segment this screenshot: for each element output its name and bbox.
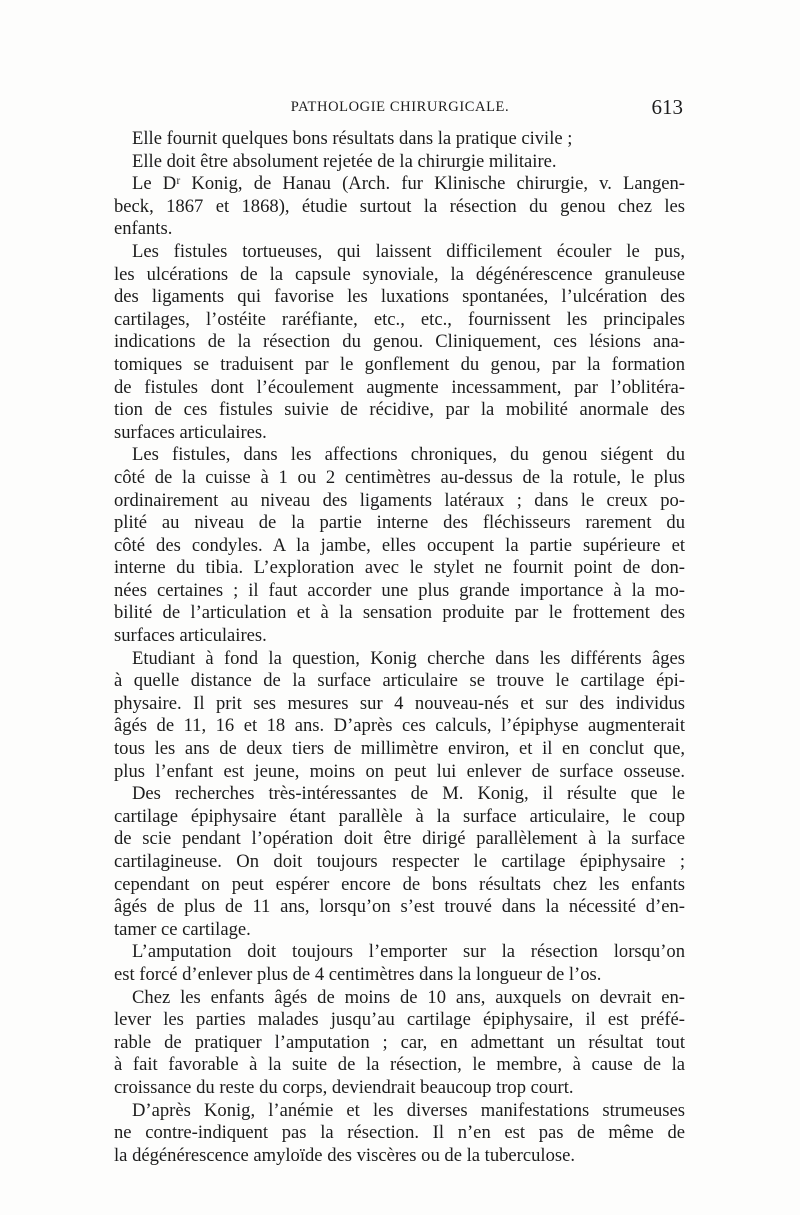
text-line: tamer ce cartilage. xyxy=(114,918,251,940)
text-line: interne du tibia. L’exploration avec le stylet ne fournit point de don- xyxy=(114,557,685,579)
page-number: 613 xyxy=(651,95,683,119)
text-line: ne contre-indiquent pas la résection. Il n’en est pas de même de xyxy=(114,1122,685,1144)
text-line: surfaces articulaires. xyxy=(114,421,267,443)
text-line: enfants. xyxy=(114,218,173,240)
text-line: beck, 1867 et 1868), étudie surtout la résection du genou chez les xyxy=(114,195,685,217)
text-line: ordinairement au niveau des ligaments latéraux ; dans le creux po- xyxy=(114,489,685,511)
text-line: plus l’enfant est jeune, moins on peut lui enlever de surface osseuse. xyxy=(114,760,685,782)
text-line: cartilages, l’ostéite raréfiante, etc., etc., fournissent les principales xyxy=(114,308,685,330)
text-line: tion de ces fistules suivie de récidive, par la mobilité anormale des xyxy=(114,399,685,421)
text-line: côté de la cuisse à 1 ou 2 centimètres au-dessus de la rotule, le plus xyxy=(114,466,685,488)
text-line: bilité de l’articulation et à la sensation produite par le frottement des xyxy=(114,602,685,624)
text-line: croissance du reste du corps, deviendrait beaucoup trop court. xyxy=(114,1076,574,1098)
text-line: Elle doit être absolument rejetée de la chirurgie militaire. xyxy=(132,150,557,172)
text-line: surfaces articulaires. xyxy=(114,625,267,647)
text-line: Des recherches très-intéressantes de M. Konig, il résulte que le xyxy=(132,783,685,805)
text-line: âgés de 11, 16 et 18 ans. D’après ces calculs, l’épiphyse augmenterait xyxy=(114,715,685,737)
text-line: Chez les enfants âgés de moins de 10 ans, auxquels on devrait en- xyxy=(132,986,685,1008)
text-line: cartilage épiphysaire étant parallèle à la surface articulaire, le coup xyxy=(114,805,685,827)
text-line: les ulcérations de la capsule synoviale, la dégénérescence granuleuse xyxy=(114,263,685,285)
text-line: nées certaines ; il faut accorder une plus grande importance à la mo- xyxy=(114,579,685,601)
text-line: de fistules dont l’écoulement augmente incessamment, par l’oblitéra- xyxy=(114,376,685,398)
text-line: plité au niveau de la partie interne des fléchisseurs rarement du xyxy=(114,512,685,534)
text-line: Elle fournit quelques bons résultats dans la pratique civile ; xyxy=(132,128,573,149)
text-line: Etudiant à fond la question, Konig cherche dans les différents âges xyxy=(132,647,685,669)
text-line: cartilagineuse. On doit toujours respecter le cartilage épiphysaire ; xyxy=(114,851,685,872)
text-line: L’amputation doit toujours l’emporter sur la résection lorsqu’on xyxy=(132,941,685,963)
text-line: à fait favorable à la suite de la résection, le membre, à cause de la xyxy=(114,1054,685,1076)
text-line: D’après Konig, l’anémie et les diverses manifestations strumeuses xyxy=(132,1099,685,1121)
text-line: tous les ans de deux tiers de millimètre environ, et il en conclut que, xyxy=(114,738,685,760)
text-line: Les fistules, dans les affections chroniques, du genou siégent du xyxy=(132,444,685,466)
running-header xyxy=(115,96,685,124)
text-line: rable de pratiquer l’amputation ; car, en admettant un résultat tout xyxy=(114,1031,685,1053)
text-line: indications de la résection du genou. Cliniquement, ces lésions ana- xyxy=(114,331,685,353)
text-line: la dégénérescence amyloïde des viscères ou de la tuberculose. xyxy=(114,1144,576,1166)
body-text xyxy=(114,128,685,1167)
text-line: Le Dʳ Konig, de Hanau (Arch. fur Klinische chirurgie, v. Langen- xyxy=(132,173,685,195)
text-line: à quelle distance de la surface articulaire se trouve le cartilage épi- xyxy=(114,670,685,692)
text-line: Les fistules tortueuses, qui laissent difficilement écouler le pus, xyxy=(132,240,685,262)
text-line: physaire. Il prit ses mesures sur 4 nouveau-nés et sur des individus xyxy=(114,692,685,714)
text-line: est forcé d’enlever plus de 4 centimètres dans la longueur de l’os. xyxy=(114,963,602,985)
text-line: côté des condyles. A la jambe, elles occupent la partie supérieure et xyxy=(114,534,685,556)
header-title: PATHOLOGIE CHIRURGICALE. xyxy=(290,99,510,115)
text-line: tomiques se traduisent par le gonflement du genou, par la formation xyxy=(114,353,685,375)
text-line: de scie pendant l’opération doit être dirigé parallèlement à la surface xyxy=(114,828,685,850)
text-line: âgés de plus de 11 ans, lorsqu’on s’est trouvé dans la nécessité d’en- xyxy=(114,896,685,918)
text-line: cependant on peut espérer encore de bons résultats chez les enfants xyxy=(114,873,685,895)
text-line: des ligaments qui favorise les luxations spontanées, l’ulcération des xyxy=(114,286,685,308)
text-line: lever les parties malades jusqu’au cartilage épiphysaire, il est préfé- xyxy=(114,1009,685,1031)
